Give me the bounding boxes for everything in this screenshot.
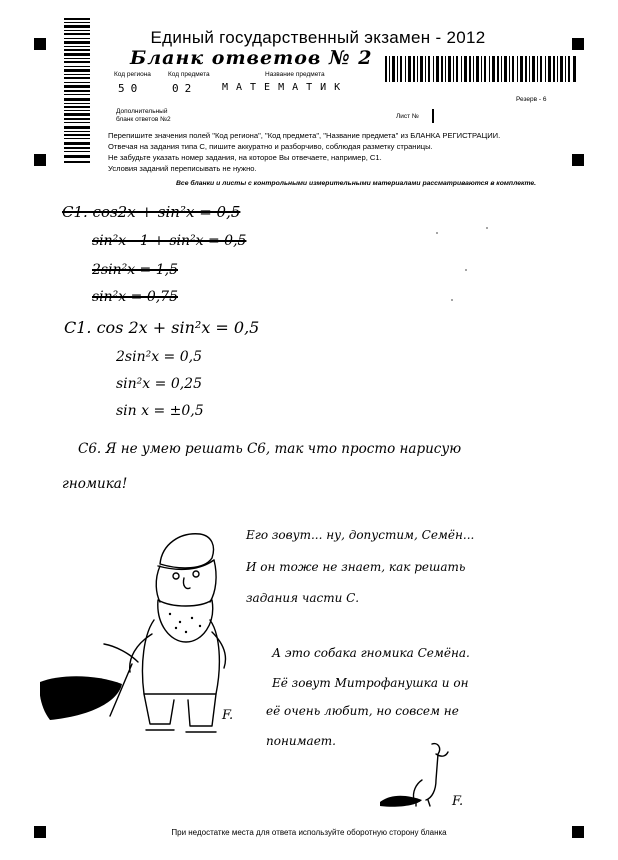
region-code-label: Код региона	[114, 71, 151, 78]
dog-caption-line: её очень любит, но совсем не	[266, 704, 459, 718]
reserve-label: Резерв - 6	[516, 96, 547, 103]
solution-line: C1. cos 2x + sin²x = 0,5	[64, 318, 260, 337]
extra-sheet-label: Дополнительный	[116, 108, 168, 115]
region-code-value: 50	[118, 82, 144, 95]
form-title: Бланк ответов № 2	[130, 47, 373, 69]
c6-answer-line: гномика!	[62, 476, 128, 492]
gnome-caption-line: Его зовут... ну, допустим, Семён...	[246, 528, 475, 542]
exam-title: Единый государственный экзамен - 2012	[150, 28, 486, 47]
solution-line: sin x = ±0,5	[116, 403, 204, 419]
signature: F.	[222, 708, 234, 723]
gnome-caption-line: И он тоже не знает, как решать	[246, 560, 466, 574]
gnome-drawing	[40, 524, 230, 750]
struck-solution-line: sin²x - 1 + sin²x = 0,5	[92, 233, 247, 249]
struck-solution-line: sin²x = 0,75	[92, 289, 178, 305]
struck-solution-line: 2sin²x = 1,5	[92, 262, 178, 278]
solution-line: 2sin²x = 0,5	[116, 349, 202, 365]
subject-code-value: 02	[172, 82, 198, 95]
dog-caption-line: Её зовут Митрофанушка и он	[272, 676, 469, 690]
subject-name-label: Название предмета	[265, 71, 325, 78]
c6-answer-line: C6. Я не умею решать C6, так что просто нарисую	[78, 441, 462, 457]
gnome-caption-line: задания части С.	[246, 591, 360, 605]
subject-name-value: МАТЕМАТИК	[222, 82, 349, 93]
sheet-number-label: Лист №	[396, 113, 419, 120]
signature: F.	[452, 794, 464, 809]
dog-caption-line: А это собака гномика Семёна.	[272, 646, 470, 660]
footer-note: При недостатке места для ответа используйте оборотную сторону бланка	[171, 828, 447, 837]
dog-caption-line: понимает.	[266, 734, 336, 748]
instruction-line: Отвечая на задания типа С, пишите аккуратно и разборчиво, соблюдая разметку страницы.	[108, 142, 433, 151]
instruction-line: Условия заданий переписывать не нужно.	[108, 164, 257, 173]
subject-code-label: Код предмета	[168, 71, 210, 78]
instruction-line: Не забудьте указать номер задания, на которое Вы отвечаете, например, С1.	[108, 153, 382, 162]
dog-drawing	[376, 740, 456, 810]
instruction-line: Перепишите значения полей "Код региона", "Код предмета", "Название предмета" из БЛАНКА РЕГИСТРАЦИИ.	[108, 131, 501, 140]
struck-solution-line: C1. cos2x + sin²x = 0,5	[62, 203, 241, 221]
solution-line: sin²x = 0,25	[116, 376, 202, 392]
extra-sheet-label-2: бланк ответов №2	[116, 116, 171, 123]
completeness-notice: Все бланки и листы с контрольными измерительными материалами рассматриваются в комплекте.	[176, 180, 537, 187]
